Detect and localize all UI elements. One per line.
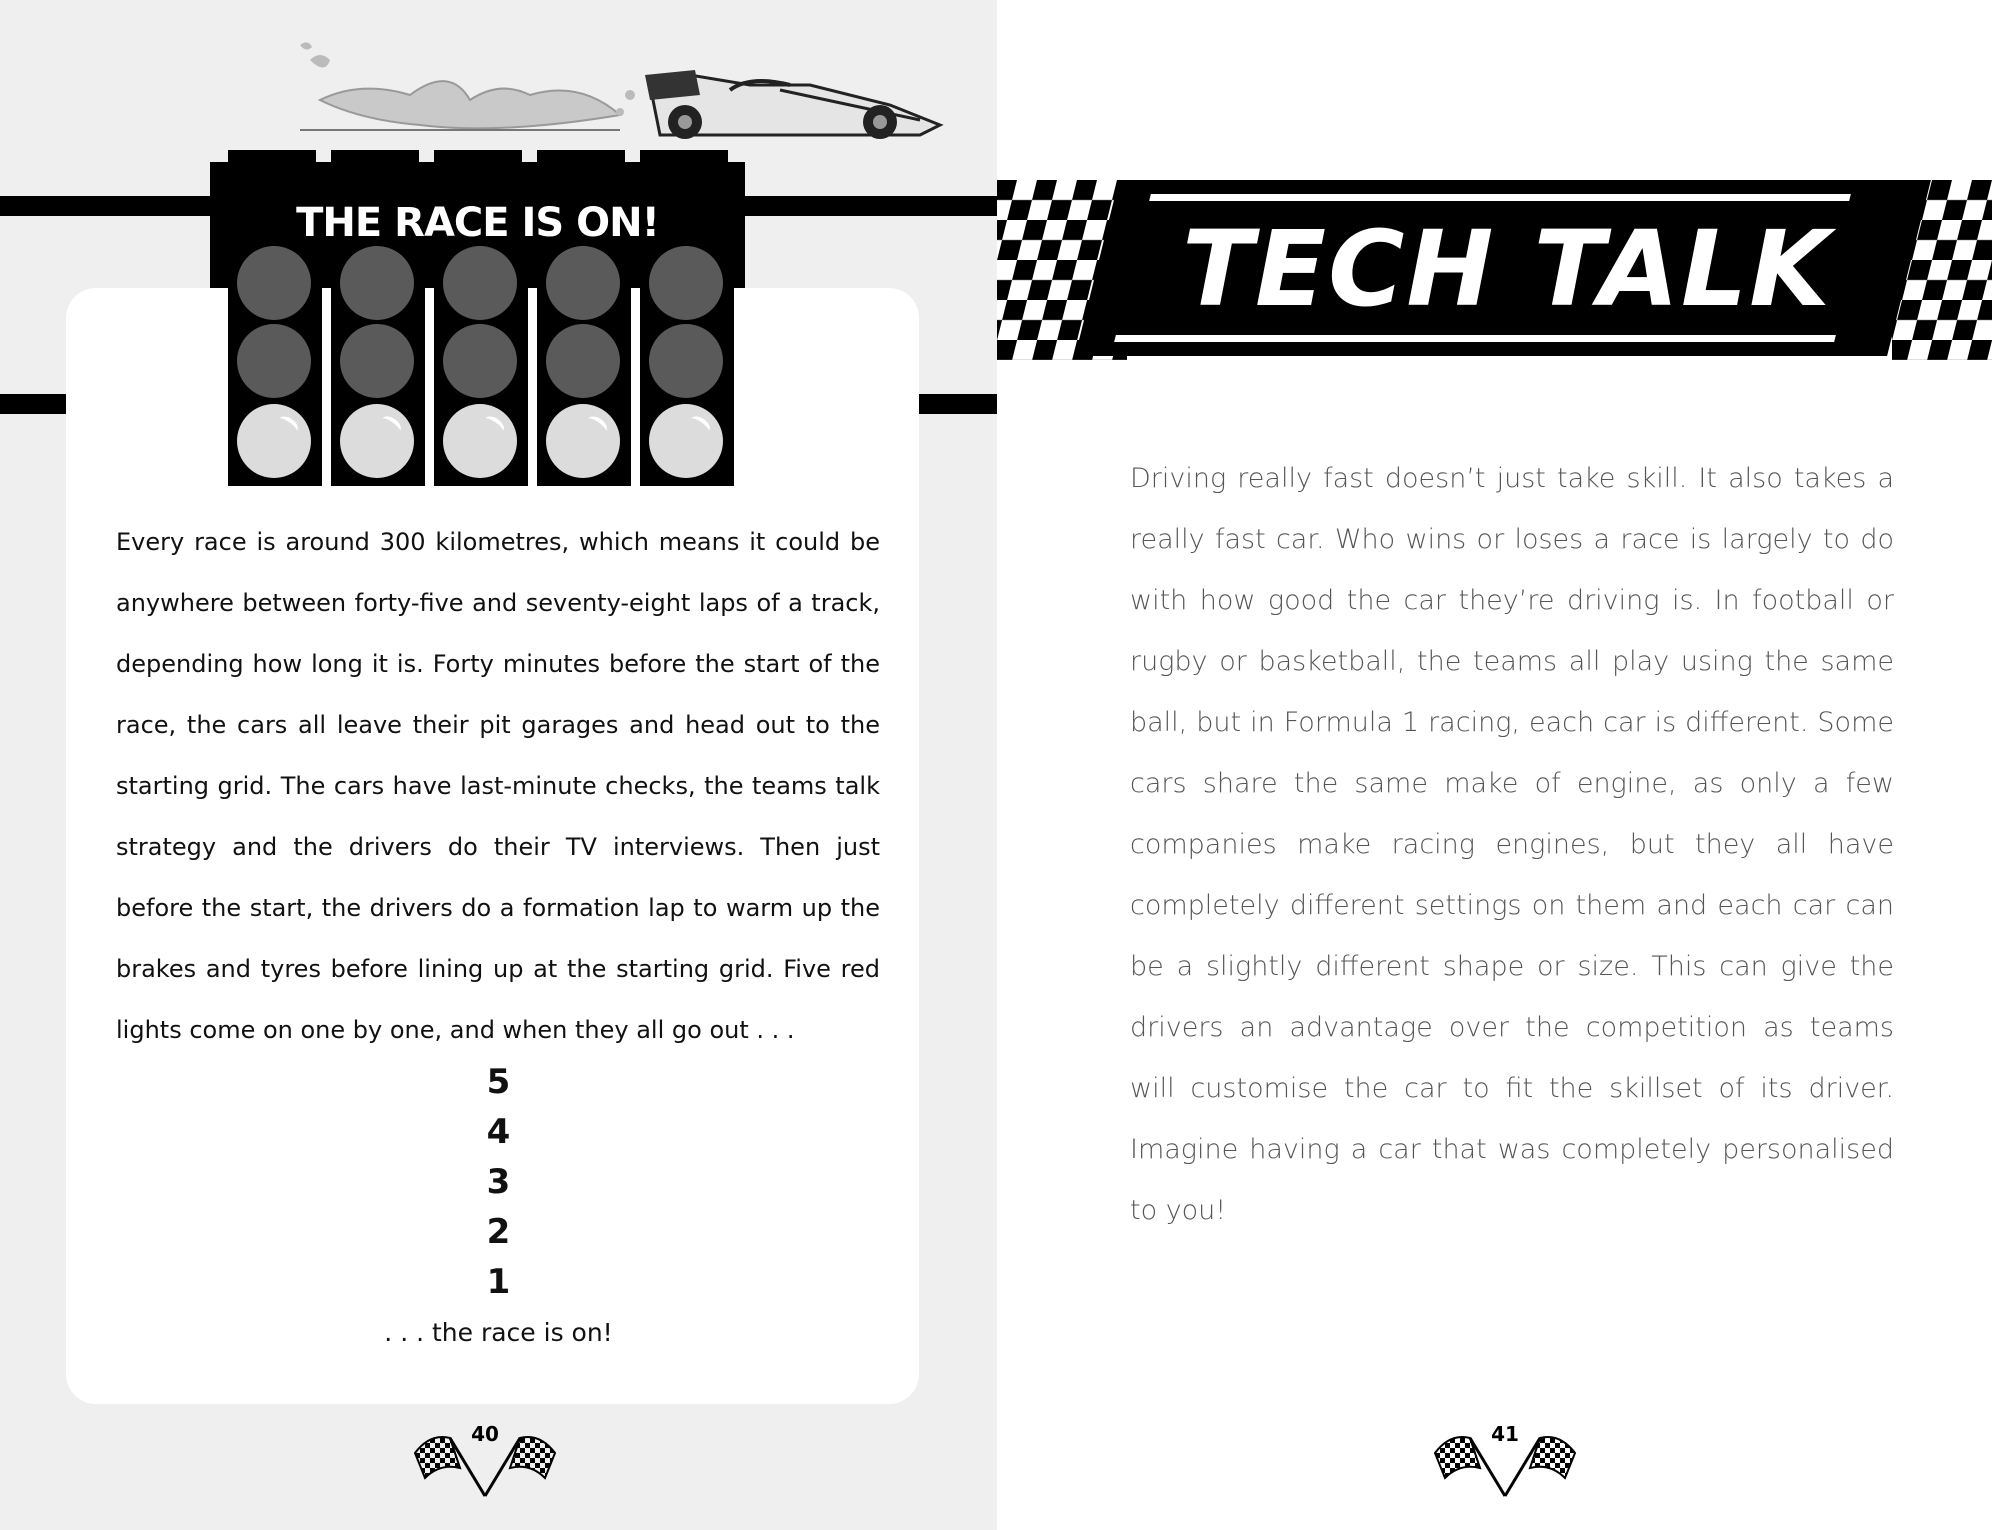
banner-line-bottom: [1114, 335, 1836, 342]
right-page-title: TECH TALK: [1182, 208, 1832, 330]
left-body-text: Every race is around 300 kilometres, which means it could be anywhere between forty-five and seventy-eight laps of a track, depending how long it is. Forty minutes before the start of the race, the cars all leave their pit garages and head out to the starting grid. The cars have last-minute checks, the teams talk strategy and the drivers do their TV interviews. Then just before the start, the drivers do a formation lap to warm up the brakes and tyres before lining up at the starting grid. Five red lights come on one by one, and when they all go out . . .: [116, 528, 880, 1044]
light-column: [640, 288, 734, 486]
race-car-icon: [280, 40, 950, 150]
light-column: [228, 288, 322, 486]
light-column: [537, 288, 631, 486]
countdown-4: 4: [486, 1112, 511, 1152]
countdown-2: 2: [486, 1212, 511, 1252]
page-number: 41: [1491, 1422, 1519, 1446]
page-number: 40: [471, 1422, 499, 1446]
closing-text: . . . the race is on!: [384, 1318, 613, 1347]
right-body-text: Driving really fast doesn’t just take skill. It also takes a really fast car. Who wins or loses a race is largely to do with how good the car they’re driving is. In football or rugby or basketball, the teams all play using the same ball, but in Formula 1 racing, each car is different. Some cars share the same make of engine, as only a few companies make racing engines, but they all have completely different settings on them and each car can be a slightly different shape or size. This can give the drivers an advantage over the competition as teams will customise the car to fit the skillset of its driver. Imagine having a car that was completely personalised to you!: [1130, 463, 1894, 1226]
page-number-left: [410, 1418, 560, 1498]
countdown-5: 5: [486, 1062, 511, 1102]
light-column: [434, 288, 528, 486]
left-page-title: THE RACE IS ON!: [296, 200, 659, 246]
countdown-3: 3: [486, 1162, 511, 1202]
light-column: [331, 288, 425, 486]
countdown-1: 1: [486, 1262, 511, 1302]
banner-line-top: [1149, 194, 1851, 201]
page-number-right: [1430, 1418, 1580, 1498]
